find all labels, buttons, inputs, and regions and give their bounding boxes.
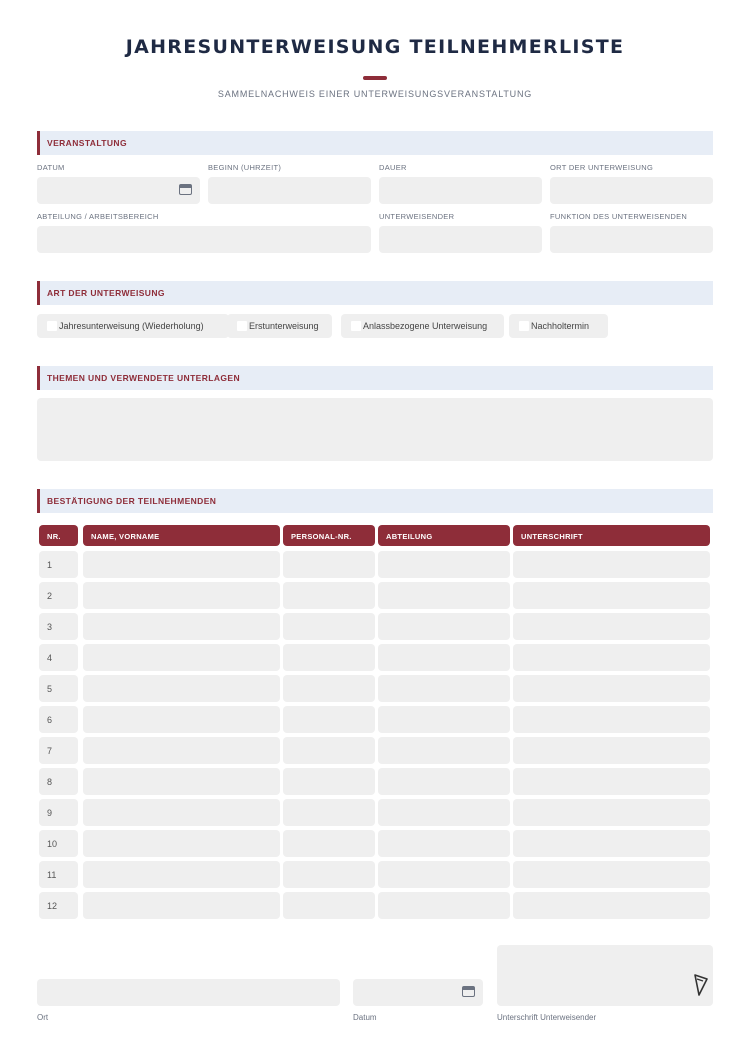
- section-themen: [37, 366, 713, 390]
- page-subtitle: SAMMELNACHWEIS EINER UNTERWEISUNGSVERANSTALTUNG: [217, 89, 533, 99]
- cell-name[interactable]: [83, 675, 280, 702]
- row-number: 3: [47, 622, 53, 632]
- datum-label: DATUM: [37, 163, 65, 172]
- cell-nr: [39, 551, 78, 578]
- cell-abteilung[interactable]: [378, 892, 510, 919]
- section-veranstaltung-heading: VERANSTALTUNG: [47, 138, 127, 148]
- cell-nr: [39, 799, 78, 826]
- cell-abteilung[interactable]: [378, 644, 510, 671]
- checkbox[interactable]: [519, 321, 529, 331]
- cell-unterschrift[interactable]: [513, 613, 710, 640]
- cell-name[interactable]: [83, 706, 280, 733]
- calendar-icon[interactable]: [179, 184, 192, 195]
- option-nachholtermin[interactable]: [509, 314, 608, 338]
- footer-datum-label: Datum: [353, 1013, 377, 1022]
- option-label: Jahresunterweisung (Wiederholung): [59, 321, 204, 331]
- cell-name[interactable]: [83, 768, 280, 795]
- unterweisender-field[interactable]: [379, 226, 542, 253]
- cell-unterschrift[interactable]: [513, 706, 710, 733]
- column-header-unterschrift: UNTERSCHRIFT: [513, 525, 710, 546]
- row-number: 2: [47, 591, 53, 601]
- cell-personalnr[interactable]: [283, 613, 375, 640]
- beginn-field[interactable]: [208, 177, 371, 204]
- cell-personalnr[interactable]: [283, 551, 375, 578]
- option-label: Nachholtermin: [531, 321, 590, 331]
- column-header-nr: NR.: [39, 525, 78, 546]
- cell-abteilung[interactable]: [378, 861, 510, 888]
- cell-name[interactable]: [83, 582, 280, 609]
- cell-nr: [39, 861, 78, 888]
- cell-abteilung[interactable]: [378, 830, 510, 857]
- cell-personalnr[interactable]: [283, 737, 375, 764]
- cell-name[interactable]: [83, 551, 280, 578]
- cell-unterschrift[interactable]: [513, 737, 710, 764]
- cell-nr: [39, 675, 78, 702]
- section-themen-heading: THEMEN UND VERWENDETE UNTERLAGEN: [47, 373, 241, 383]
- cell-name[interactable]: [83, 737, 280, 764]
- cell-personalnr[interactable]: [283, 706, 375, 733]
- abteilung-field[interactable]: [37, 226, 371, 253]
- unterweisender-label: UNTERWEISENDER: [379, 212, 455, 221]
- section-art: [37, 281, 713, 305]
- column-header-abteilung: ABTEILUNG: [378, 525, 510, 546]
- row-number: 9: [47, 808, 53, 818]
- ort-field[interactable]: [550, 177, 713, 204]
- option-label: Erstunterweisung: [249, 321, 319, 331]
- footer-unterschrift-label: Unterschrift Unterweisender: [497, 1013, 597, 1022]
- cell-nr: [39, 613, 78, 640]
- checkbox[interactable]: [351, 321, 361, 331]
- row-number: 5: [47, 684, 53, 694]
- cell-personalnr[interactable]: [283, 861, 375, 888]
- funktion-label: FUNKTION DES UNTERWEISENDEN: [550, 212, 688, 221]
- row-number: 7: [47, 746, 53, 756]
- section-bestaetigung-heading: BESTÄTIGUNG DER TEILNEHMENDEN: [47, 496, 217, 506]
- option-jahresunterweisung[interactable]: [37, 314, 229, 338]
- section-bestaetigung: [37, 489, 713, 513]
- cell-name[interactable]: [83, 799, 280, 826]
- cell-nr: [39, 737, 78, 764]
- cell-name[interactable]: [83, 644, 280, 671]
- dauer-label: DAUER: [379, 163, 407, 172]
- cell-name[interactable]: [83, 613, 280, 640]
- cell-personalnr[interactable]: [283, 830, 375, 857]
- cell-personalnr[interactable]: [283, 582, 375, 609]
- signature-field[interactable]: [497, 945, 713, 1006]
- footer-ort-label: Ort: [37, 1013, 49, 1022]
- funktion-field[interactable]: [550, 226, 713, 253]
- ort-label: ORT DER UNTERWEISUNG: [550, 163, 654, 172]
- datum-field[interactable]: [37, 177, 200, 204]
- cell-unterschrift[interactable]: [513, 675, 710, 702]
- title-accent-bar: [363, 76, 387, 80]
- themen-textarea[interactable]: [37, 398, 713, 461]
- cell-unterschrift[interactable]: [513, 861, 710, 888]
- cell-nr: [39, 644, 78, 671]
- column-header-name: NAME, VORNAME: [83, 525, 280, 546]
- pen-nib-icon[interactable]: [694, 974, 708, 996]
- row-number: 12: [47, 901, 58, 911]
- cell-unterschrift[interactable]: [513, 644, 710, 671]
- footer-ort-field[interactable]: [37, 979, 340, 1006]
- cell-unterschrift[interactable]: [513, 892, 710, 919]
- dauer-field[interactable]: [379, 177, 542, 204]
- row-number: 4: [47, 653, 53, 663]
- abteilung-label: ABTEILUNG / ARBEITSBEREICH: [37, 212, 159, 221]
- cell-personalnr[interactable]: [283, 644, 375, 671]
- row-number: 6: [47, 715, 53, 725]
- cell-unterschrift[interactable]: [513, 768, 710, 795]
- cell-abteilung[interactable]: [378, 768, 510, 795]
- cell-abteilung[interactable]: [378, 799, 510, 826]
- page-title: JAHRESUNTERWEISUNG TEILNEHMERLISTE: [125, 36, 625, 58]
- row-number: 8: [47, 777, 53, 787]
- cell-abteilung[interactable]: [378, 613, 510, 640]
- cell-nr: [39, 582, 78, 609]
- cell-personalnr[interactable]: [283, 892, 375, 919]
- cell-name[interactable]: [83, 892, 280, 919]
- section-art-heading: ART DER UNTERWEISUNG: [47, 288, 165, 298]
- beginn-label: BEGINN (UHRZEIT): [208, 163, 282, 172]
- cell-unterschrift[interactable]: [513, 830, 710, 857]
- checkbox[interactable]: [47, 321, 57, 331]
- calendar-icon[interactable]: [462, 986, 475, 997]
- cell-unterschrift[interactable]: [513, 799, 710, 826]
- section-veranstaltung: [37, 131, 713, 155]
- cell-nr: [39, 892, 78, 919]
- cell-nr: [39, 768, 78, 795]
- cell-abteilung[interactable]: [378, 675, 510, 702]
- row-number: 10: [47, 839, 58, 849]
- row-number: 1: [47, 560, 53, 570]
- column-header-personalnr: PERSONAL-NR.: [283, 525, 375, 546]
- checkbox[interactable]: [237, 321, 247, 331]
- cell-unterschrift[interactable]: [513, 551, 710, 578]
- cell-nr: [39, 706, 78, 733]
- cell-abteilung[interactable]: [378, 582, 510, 609]
- cell-unterschrift[interactable]: [513, 582, 710, 609]
- option-label: Anlassbezogene Unterweisung: [363, 321, 488, 331]
- cell-name[interactable]: [83, 861, 280, 888]
- cell-nr: [39, 830, 78, 857]
- row-number: 11: [47, 870, 57, 880]
- cell-personalnr[interactable]: [283, 675, 375, 702]
- cell-personalnr[interactable]: [283, 799, 375, 826]
- cell-personalnr[interactable]: [283, 768, 375, 795]
- cell-abteilung[interactable]: [378, 737, 510, 764]
- cell-abteilung[interactable]: [378, 551, 510, 578]
- cell-abteilung[interactable]: [378, 706, 510, 733]
- cell-name[interactable]: [83, 830, 280, 857]
- option-erstunterweisung[interactable]: [227, 314, 332, 338]
- option-anlassbezogen[interactable]: [341, 314, 504, 338]
